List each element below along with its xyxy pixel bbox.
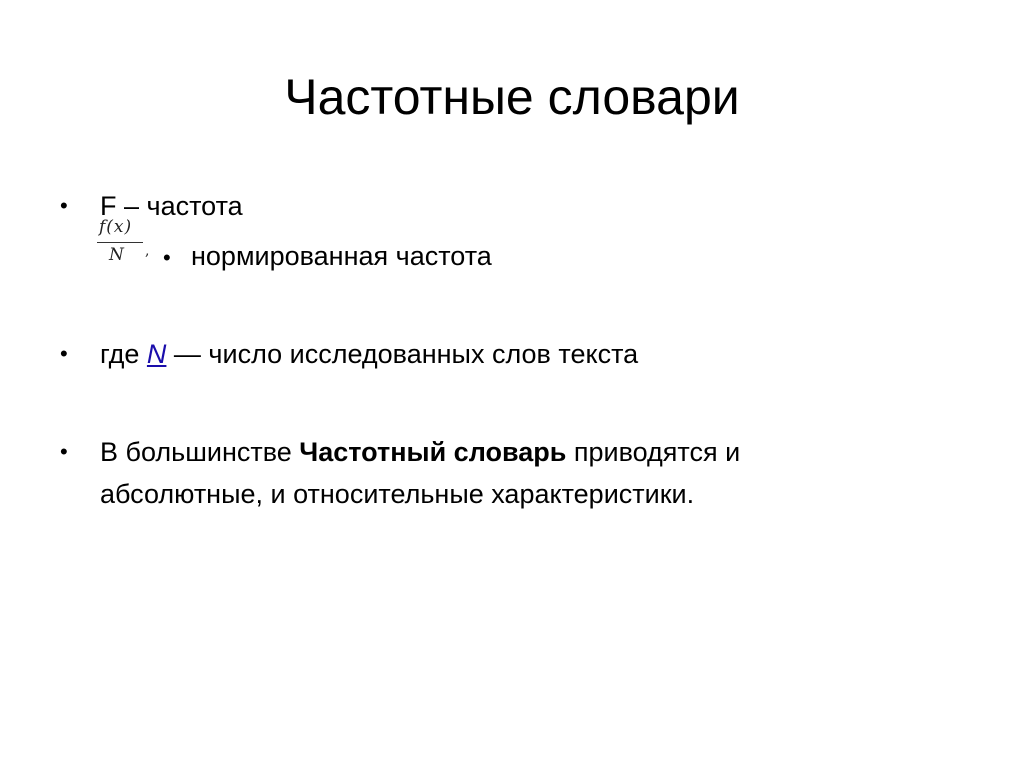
sub-bullet-text: нормированная частота [191, 241, 492, 271]
bullet-prefix: В большинстве [100, 437, 300, 467]
bullet-text: F – частота [100, 191, 243, 221]
bullet-suffix: — число исследованных слов текста [166, 339, 639, 369]
bullet-dot: • [60, 341, 68, 366]
slide-title: Частотные словари [284, 69, 740, 125]
bullet-suffix: приводятся и абсолютные, и относительные характеристики. [100, 437, 741, 509]
bullet-dot: • [60, 193, 68, 218]
sub-bullet-dot: • [163, 245, 171, 270]
bullet-text [100, 333, 638, 375]
n-link[interactable]: N [146, 339, 167, 369]
bullet-text-multiline [100, 431, 860, 515]
sub-bullet-normalized [163, 235, 492, 279]
fraction-bar [97, 242, 143, 243]
formula-numerator: f(x) [99, 217, 133, 237]
bullet-dot: • [60, 439, 68, 464]
formula-trailing: , [145, 243, 150, 259]
bullet-prefix: где [100, 339, 147, 369]
formula-denominator: N [109, 245, 124, 265]
bold-term: Частотный словарь [299, 437, 567, 467]
normalized-frequency-formula [95, 217, 155, 273]
